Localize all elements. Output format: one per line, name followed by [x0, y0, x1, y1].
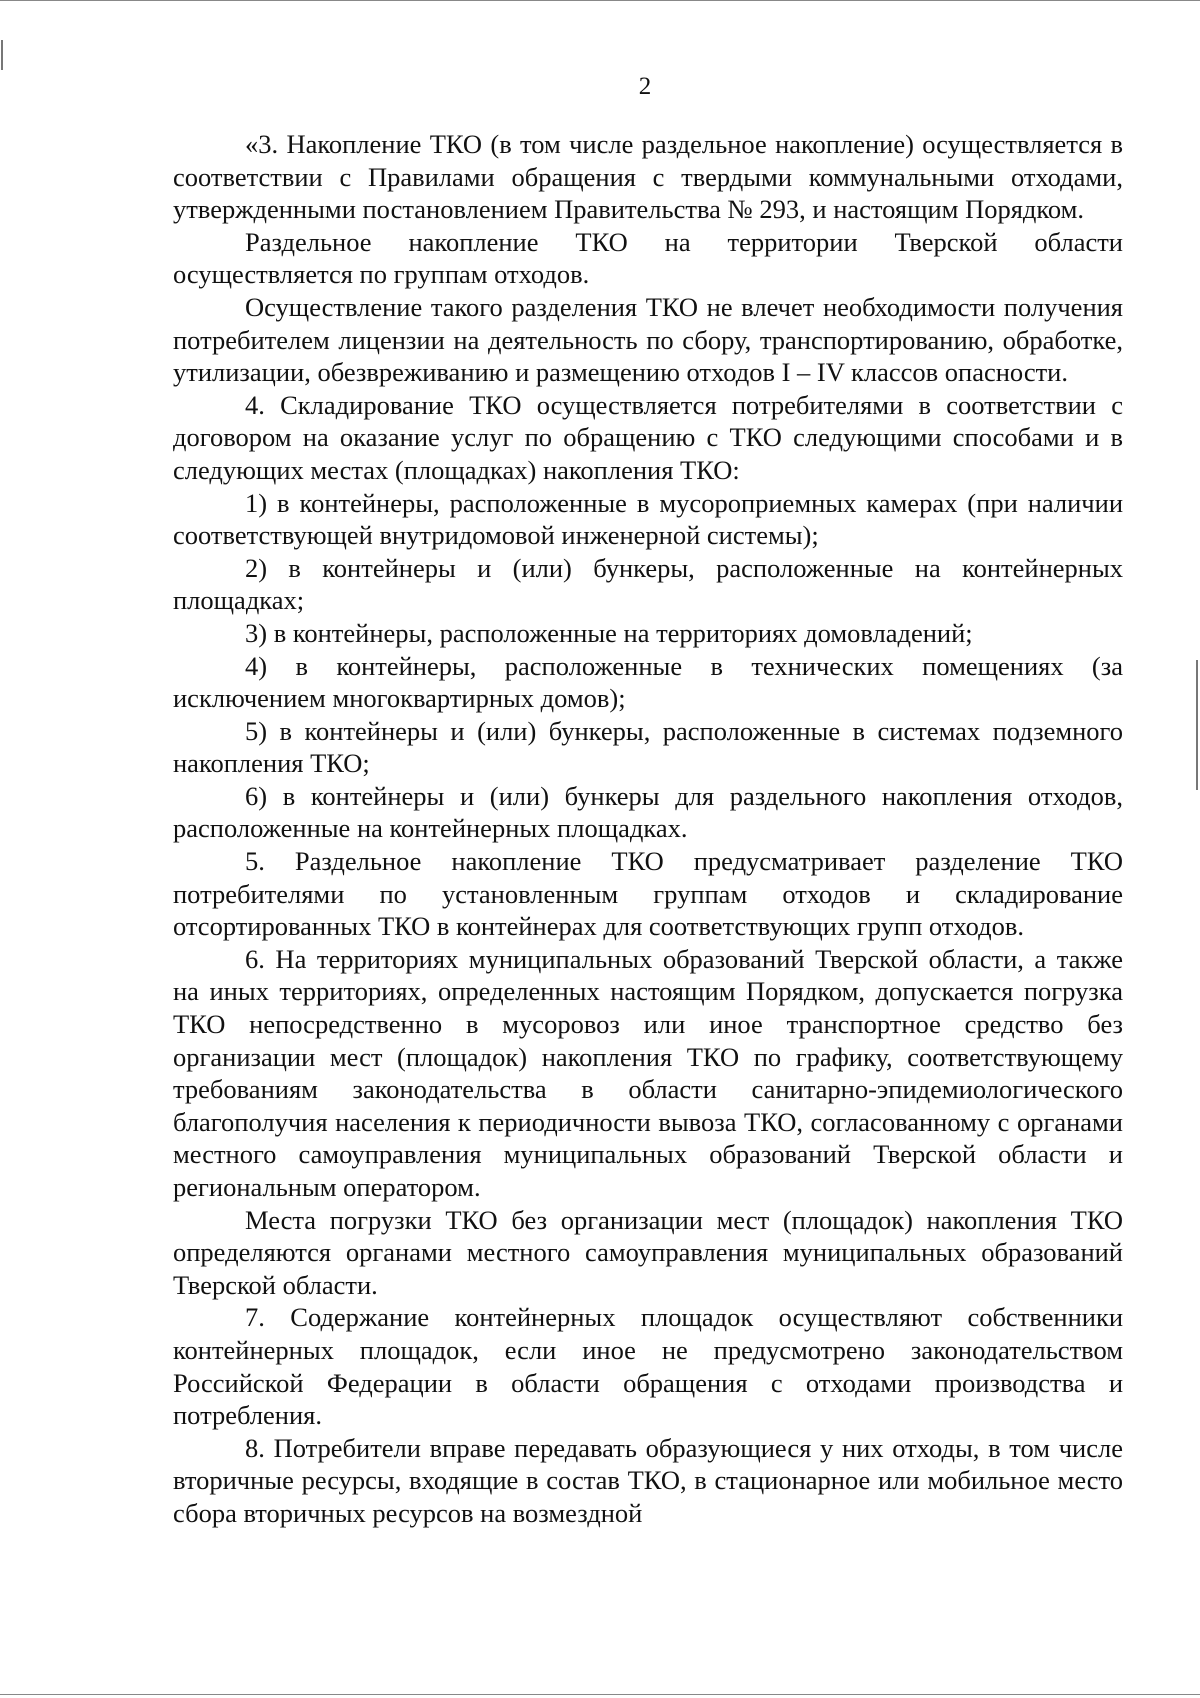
list-item-3: 3) в контейнеры, расположенные на территориях домовладений;: [245, 617, 973, 648]
paragraph-item-3: «3. Накопление ТКО (в том числе раздельное накопление) осуществляется в соответствии с Правилами обращения с твердыми коммунальными отходами, утвержденными постановлением Правительства № 293, и настоящим Порядком.: [173, 129, 1123, 225]
list-item-6: 6) в контейнеры и (или) бункеры для раздельного накопления отходов, расположенные на контейнерных площадках.: [173, 780, 1123, 844]
page-number: 2: [638, 73, 652, 100]
scan-edge-mark-right: [1196, 660, 1198, 790]
scan-border-bottom: [0, 1694, 1200, 1695]
paragraph-separate-accumulation: Раздельное накопление ТКО на территории Тверской области осуществляется по группам отходов.: [173, 226, 1123, 290]
list-item-4: 4) в контейнеры, расположенные в технических помещениях (за исключением многоквартирных домов);: [173, 650, 1123, 714]
paragraph-item-6: 6. На территориях муниципальных образований Тверской области, а также на иных территориях, определенных настоящим Порядком, допускается погрузка ТКО непосредственно в мусоровоз или иное транспортное средство без организации мест (площадок) накопления ТКО по графику, соответствующему требованиям законодательства в области санитарно-эпидемиологического благополучия населения к периодичности вывоза ТКО, согласованному с органами местного самоуправления муниципальных образований Тверской области и региональным оператором.: [173, 943, 1123, 1202]
scan-border-top: [0, 0, 1200, 1]
scan-edge-mark-left: [1, 40, 3, 70]
paragraph-loading-places: Места погрузки ТКО без организации мест (площадок) накопления ТКО определяются органами местного самоуправления муниципальных образований Тверской области.: [173, 1204, 1123, 1300]
list-item-1: 1) в контейнеры, расположенные в мусороприемных камерах (при наличии соответствующей внутридомовой инженерной системы);: [173, 487, 1123, 551]
paragraph-item-7: 7. Содержание контейнерных площадок осуществляют собственники контейнерных площадок, если иное не предусмотрено законодательством Российской Федерации в области обращения с отходами производства и потребления.: [173, 1302, 1123, 1431]
paragraph-item-8: 8. Потребители вправе передавать образующиеся у них отходы, в том числе вторичные ресурсы, входящие в состав ТКО, в стационарное или мобильное место сбора вторичных ресурсов на возмездной: [173, 1432, 1123, 1528]
paragraph-item-4: 4. Складирование ТКО осуществляется потребителями в соответствии с договором на оказание услуг по обращению с ТКО следующими способами и в следующих местах (площадках) накопления ТКО:: [173, 389, 1123, 485]
list-item-5: 5) в контейнеры и (или) бункеры, расположенные в системах подземного накопления ТКО;: [173, 715, 1123, 779]
document-body: [173, 128, 1123, 1530]
list-item-2: 2) в контейнеры и (или) бункеры, расположенные на контейнерных площадках;: [173, 552, 1123, 616]
paragraph-license-note: Осуществление такого разделения ТКО не влечет необходимости получения потребителем лицензии на деятельность по сбору, транспортированию, обработке, утилизации, обезвреживанию и размещению отходов I – IV классов опасности.: [173, 291, 1123, 388]
paragraph-item-5: 5. Раздельное накопление ТКО предусматривает разделение ТКО потребителями по установленным группам отходов и складирование отсортированных ТКО в контейнерах для соответствующих групп отходов.: [173, 846, 1123, 942]
